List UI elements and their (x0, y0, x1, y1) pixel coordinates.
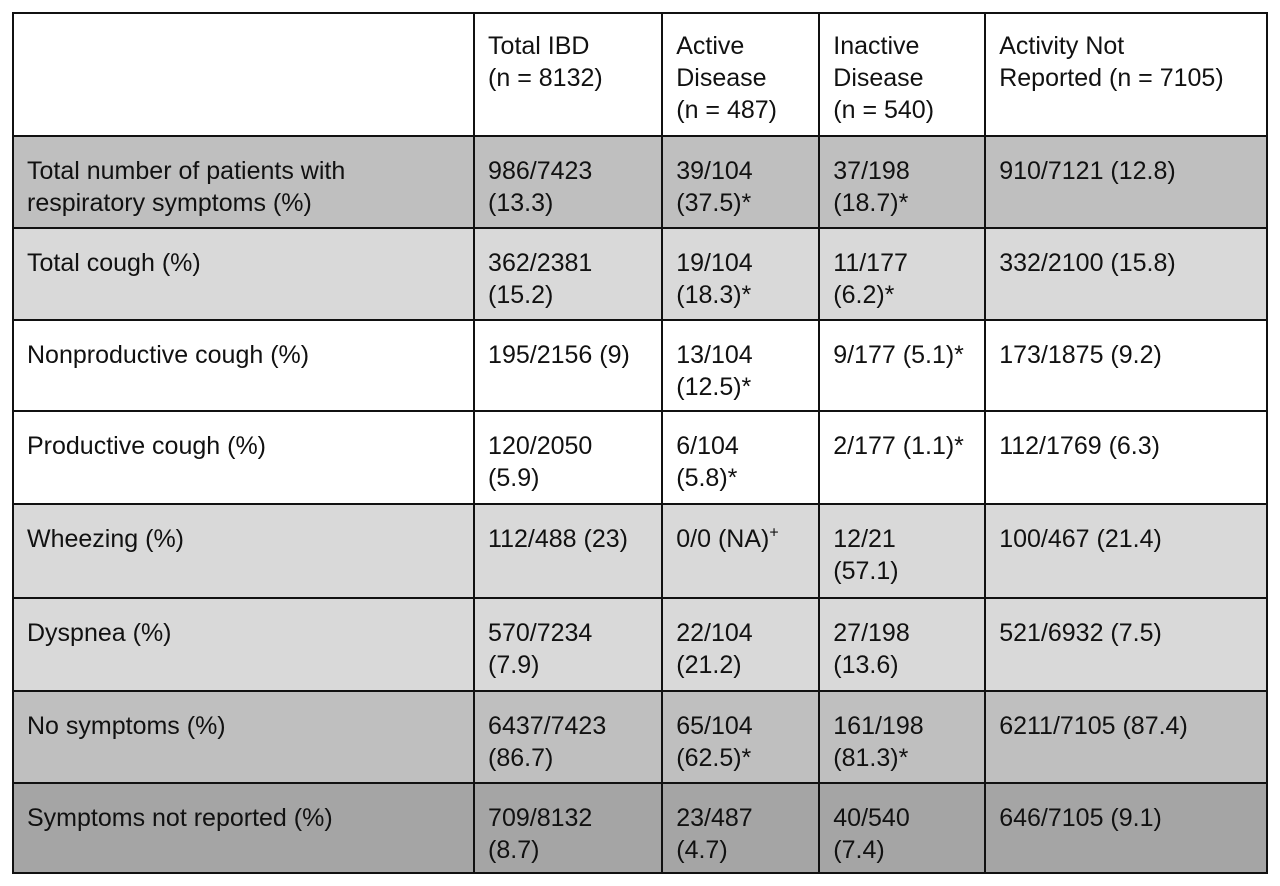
total-ibd-cell (474, 598, 662, 691)
row-label-cell (13, 320, 474, 411)
cell-line: (7.9) (488, 651, 540, 679)
cell-line (676, 523, 806, 555)
total-ibd-cell (474, 320, 662, 411)
plus-footnote-marker: + (769, 524, 779, 542)
header-line: Disease (676, 64, 767, 92)
header-line: Inactive (833, 32, 920, 60)
cell-line: 27/198 (833, 619, 910, 647)
cell-line: 6/104 (676, 432, 739, 460)
cell-line: Total number of patients with (27, 157, 346, 185)
cell-line: (5.8)* (676, 464, 738, 492)
header-line: (n = 8132) (488, 64, 603, 92)
cell-line: 112/1769 (6.3) (999, 432, 1160, 460)
inactive-disease-cell (819, 228, 985, 320)
table-row (13, 320, 1267, 411)
cell-line: 521/6932 (7.5) (999, 619, 1162, 647)
cell-line: 195/2156 (9) (488, 341, 630, 369)
cell-line: (13.6) (833, 651, 899, 679)
cell-line: 39/104 (676, 157, 753, 185)
inactive-disease-cell (819, 598, 985, 691)
table-row (13, 691, 1267, 783)
cell-line: (18.3)* (676, 281, 752, 309)
cell-line: 709/8132 (488, 804, 593, 832)
cell-line: (7.4) (833, 836, 885, 864)
cell-line: (62.5)* (676, 744, 752, 772)
not-reported-cell (985, 691, 1267, 783)
cell-line: 112/488 (23) (488, 525, 628, 553)
header-line: Active (676, 32, 745, 60)
header-corner-cell (13, 13, 474, 136)
cell-line: Productive cough (%) (27, 432, 267, 460)
inactive-disease-cell (819, 504, 985, 598)
active-disease-cell (662, 320, 819, 411)
cell-line: No symptoms (%) (27, 712, 226, 740)
table-row (13, 136, 1267, 228)
inactive-disease-cell (819, 411, 985, 504)
row-label-cell (13, 136, 474, 228)
row-label-cell (13, 504, 474, 598)
active-disease-cell (662, 504, 819, 598)
inactive-disease-cell (819, 691, 985, 783)
header-line: (n = 487) (676, 96, 778, 124)
header-line: Disease (833, 64, 924, 92)
cell-line: Dyspnea (%) (27, 619, 172, 647)
cell-line: 646/7105 (9.1) (999, 804, 1162, 832)
not-reported-cell (985, 320, 1267, 411)
cell-line: (4.7) (676, 836, 728, 864)
table-row (13, 783, 1267, 873)
row-label-cell (13, 783, 474, 873)
cell-line: 120/2050 (488, 432, 593, 460)
cell-line: 12/21 (833, 525, 896, 553)
cell-line: 37/198 (833, 157, 910, 185)
active-disease-cell (662, 691, 819, 783)
active-disease-cell (662, 598, 819, 691)
cell-line: 161/198 (833, 712, 924, 740)
cell-line: 40/540 (833, 804, 910, 832)
cell-line: Symptoms not reported (%) (27, 804, 333, 832)
cell-line: Total cough (%) (27, 249, 201, 277)
cell-line: 11/177 (833, 249, 908, 277)
header-activity-not-reported (985, 13, 1267, 136)
respiratory-symptoms-table (12, 12, 1268, 874)
table-row (13, 504, 1267, 598)
cell-line: 986/7423 (488, 157, 593, 185)
cell-line: 332/2100 (15.8) (999, 249, 1176, 277)
not-reported-cell (985, 136, 1267, 228)
header-inactive-disease (819, 13, 985, 136)
cell-line: 2/177 (1.1)* (833, 432, 964, 460)
total-ibd-cell (474, 691, 662, 783)
cell-line: Wheezing (%) (27, 525, 184, 553)
cell-line: 362/2381 (488, 249, 593, 277)
cell-line: 570/7234 (488, 619, 593, 647)
cell-line: 910/7121 (12.8) (999, 157, 1176, 185)
cell-line: 9/177 (5.1)* (833, 341, 964, 369)
cell-line: 65/104 (676, 712, 753, 740)
cell-line: (37.5)* (676, 189, 752, 217)
row-label-cell (13, 411, 474, 504)
not-reported-cell (985, 504, 1267, 598)
total-ibd-cell (474, 783, 662, 873)
cell-line: (81.3)* (833, 744, 909, 772)
header-line: Reported (n = 7105) (999, 64, 1224, 92)
cell-line: (6.2)* (833, 281, 895, 309)
inactive-disease-cell (819, 783, 985, 873)
row-label-cell (13, 598, 474, 691)
table-row (13, 598, 1267, 691)
not-reported-cell (985, 783, 1267, 873)
header-line: Total IBD (488, 32, 590, 60)
table-row (13, 411, 1267, 504)
cell-line: (57.1) (833, 557, 899, 585)
cell-line: (21.2) (676, 651, 742, 679)
total-ibd-cell (474, 411, 662, 504)
total-ibd-cell (474, 504, 662, 598)
table-row (13, 228, 1267, 320)
not-reported-cell (985, 228, 1267, 320)
cell-line: (15.2) (488, 281, 554, 309)
cell-line: (13.3) (488, 189, 554, 217)
header-total-ibd (474, 13, 662, 136)
cell-line: (86.7) (488, 744, 554, 772)
cell-line: 100/467 (21.4) (999, 525, 1162, 553)
row-label-cell (13, 228, 474, 320)
cell-line: (12.5)* (676, 373, 752, 401)
cell-line: (5.9) (488, 464, 540, 492)
header-row (13, 13, 1267, 136)
header-line: (n = 540) (833, 96, 935, 124)
inactive-disease-cell (819, 320, 985, 411)
cell-line: respiratory symptoms (%) (27, 189, 312, 217)
active-disease-cell (662, 411, 819, 504)
cell-line: 6211/7105 (87.4) (999, 712, 1188, 740)
cell-line: 173/1875 (9.2) (999, 341, 1162, 369)
header-active-disease (662, 13, 819, 136)
cell-line: (8.7) (488, 836, 540, 864)
not-reported-cell (985, 598, 1267, 691)
cell-line: 23/487 (676, 804, 753, 832)
active-disease-cell (662, 783, 819, 873)
total-ibd-cell (474, 228, 662, 320)
row-label-cell (13, 691, 474, 783)
total-ibd-cell (474, 136, 662, 228)
cell-line: 22/104 (676, 619, 753, 647)
active-disease-cell (662, 136, 819, 228)
inactive-disease-cell (819, 136, 985, 228)
cell-text: 0/0 (NA) (676, 525, 770, 553)
cell-line: Nonproductive cough (%) (27, 341, 310, 369)
header-line: Activity Not (999, 32, 1125, 60)
cell-line: 19/104 (676, 249, 753, 277)
not-reported-cell (985, 411, 1267, 504)
cell-line: (18.7)* (833, 189, 909, 217)
cell-line: 13/104 (676, 341, 753, 369)
active-disease-cell (662, 228, 819, 320)
cell-line: 6437/7423 (488, 712, 607, 740)
